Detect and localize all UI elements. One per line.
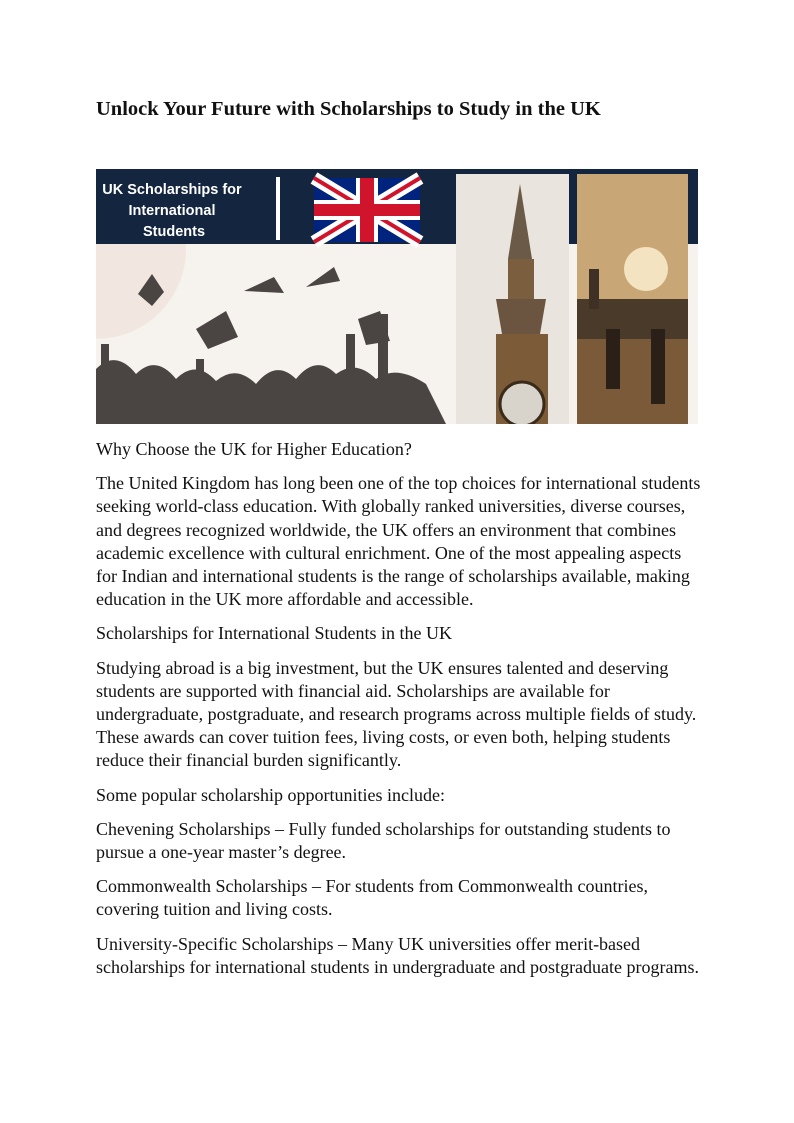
big-ben-photo [456, 174, 569, 424]
section-heading-why-uk: Why Choose the UK for Higher Education? [96, 439, 412, 459]
london-sunset-photo [577, 174, 688, 424]
banner-image [96, 169, 698, 424]
list-item-commonwealth: Commonwealth Scholarships – For students from Commonwealth countries, covering tuition and living costs. [96, 876, 648, 920]
banner-heading-line: International [128, 203, 216, 219]
paragraph-why-uk: The United Kingdom has long been one of the top choices for international students seeking world-class education. With globally ranked universities, diverse courses, and degrees recognized worldwide, the UK offers an environment that combines academic excellence with cultural enrichment. One of the most appealing aspects for Indian and international students is the range of scholarships available, making education in the UK more affordable and accessible. [96, 473, 701, 610]
list-item-university: University-Specific Scholarships – Many UK universities offer merit-based scholarships for international students in undergraduate and postgraduate programs. [96, 933, 700, 977]
banner-heading-line: UK Scholarships for [102, 182, 242, 198]
paragraph-scholarships: Studying abroad is a big investment, but the UK ensures talented and deserving students are supported with financial aid. Scholarships are available for undergraduate, postgraduate, and research programs across multiple fields of study. These awards can cover tuition fees, living costs, or even both, helping students reduce their financial burden significantly. [96, 657, 697, 771]
paragraph-popular-intro: Some popular scholarship opportunities include: [96, 784, 445, 805]
section-heading-scholarships: Scholarships for International Students in the UK [96, 623, 452, 644]
article-body [96, 438, 706, 990]
list-item-chevening: Chevening Scholarships – Fully funded scholarships for outstanding students to pursue a one-year master’s degree. [96, 818, 671, 863]
page-title: Unlock Your Future with Scholarships to Study in the UK [96, 98, 601, 120]
banner-heading-line: Students [142, 224, 206, 240]
uk-flag-icon [314, 178, 420, 242]
